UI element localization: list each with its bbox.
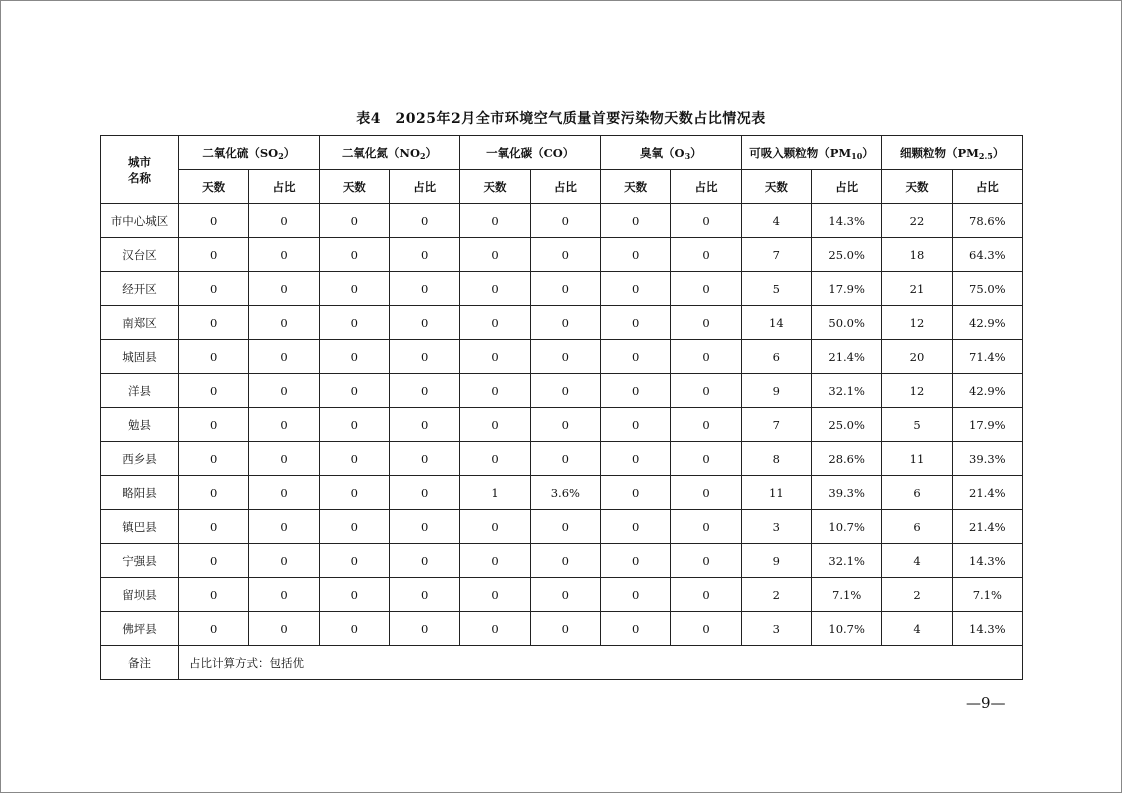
days-cell: 0 bbox=[319, 544, 389, 578]
days-cell: 22 bbox=[882, 204, 952, 238]
ratio-cell: 14.3% bbox=[952, 544, 1022, 578]
city-name-header bbox=[101, 136, 179, 204]
days-cell: 2 bbox=[882, 578, 952, 612]
ratio-cell: 0 bbox=[530, 544, 600, 578]
remark-row bbox=[101, 646, 1023, 680]
ratio-cell: 0 bbox=[249, 408, 319, 442]
days-cell: 3 bbox=[741, 510, 811, 544]
ratio-cell: 14.3% bbox=[812, 204, 882, 238]
days-cell: 0 bbox=[601, 544, 671, 578]
page-number: —9— bbox=[966, 694, 1006, 712]
days-cell: 0 bbox=[460, 306, 530, 340]
ratio-cell: 10.7% bbox=[812, 612, 882, 646]
table-row bbox=[101, 612, 1023, 646]
days-cell: 0 bbox=[460, 204, 530, 238]
days-cell: 4 bbox=[882, 612, 952, 646]
ratio-cell: 17.9% bbox=[952, 408, 1022, 442]
pollutant-days-table bbox=[100, 135, 1023, 680]
pollutant-header: 二氧化氮$(NO_2)$ bbox=[319, 136, 460, 170]
days-cell: 0 bbox=[179, 510, 249, 544]
ratio-header: 占比 bbox=[671, 170, 741, 204]
ratio-cell: 78.6% bbox=[952, 204, 1022, 238]
days-cell: 0 bbox=[319, 442, 389, 476]
ratio-cell: 0 bbox=[671, 272, 741, 306]
ratio-cell: 71.4% bbox=[952, 340, 1022, 374]
ratio-cell: 75.0% bbox=[952, 272, 1022, 306]
ratio-cell: 3.6% bbox=[530, 476, 600, 510]
table-row bbox=[101, 510, 1023, 544]
ratio-cell: 0 bbox=[249, 238, 319, 272]
ratio-cell: 0 bbox=[389, 306, 459, 340]
days-cell: 6 bbox=[882, 510, 952, 544]
ratio-cell: 0 bbox=[530, 272, 600, 306]
days-cell: 0 bbox=[601, 442, 671, 476]
days-cell: 21 bbox=[882, 272, 952, 306]
days-cell: 0 bbox=[179, 204, 249, 238]
city-cell: 城固县 bbox=[101, 340, 179, 374]
ratio-header: 占比 bbox=[952, 170, 1022, 204]
days-cell: 9 bbox=[741, 544, 811, 578]
days-cell: 18 bbox=[882, 238, 952, 272]
ratio-cell: 0 bbox=[389, 442, 459, 476]
city-cell: 镇巴县 bbox=[101, 510, 179, 544]
days-cell: 0 bbox=[460, 408, 530, 442]
days-cell: 0 bbox=[319, 476, 389, 510]
ratio-cell: 0 bbox=[389, 612, 459, 646]
days-cell: 11 bbox=[882, 442, 952, 476]
ratio-cell: 14.3% bbox=[952, 612, 1022, 646]
days-cell: 14 bbox=[741, 306, 811, 340]
ratio-cell: 0 bbox=[249, 442, 319, 476]
days-cell: 5 bbox=[882, 408, 952, 442]
ratio-cell: 0 bbox=[389, 510, 459, 544]
days-cell: 4 bbox=[882, 544, 952, 578]
days-cell: 0 bbox=[460, 272, 530, 306]
ratio-cell: 0 bbox=[249, 544, 319, 578]
days-cell: 0 bbox=[460, 612, 530, 646]
ratio-cell: 0 bbox=[249, 340, 319, 374]
ratio-cell: 0 bbox=[671, 476, 741, 510]
days-cell: 0 bbox=[460, 544, 530, 578]
ratio-cell: 39.3% bbox=[952, 442, 1022, 476]
days-header: 天数 bbox=[741, 170, 811, 204]
table-row bbox=[101, 476, 1023, 510]
ratio-cell: 21.4% bbox=[812, 340, 882, 374]
city-cell: 经开区 bbox=[101, 272, 179, 306]
ratio-cell: 32.1% bbox=[812, 374, 882, 408]
ratio-cell: 42.9% bbox=[952, 374, 1022, 408]
city-cell: 略阳县 bbox=[101, 476, 179, 510]
days-cell: 0 bbox=[319, 612, 389, 646]
ratio-cell: 0 bbox=[530, 340, 600, 374]
ratio-cell: 21.4% bbox=[952, 476, 1022, 510]
ratio-cell: 0 bbox=[249, 204, 319, 238]
days-cell: 0 bbox=[319, 306, 389, 340]
days-cell: 0 bbox=[179, 476, 249, 510]
days-cell: 0 bbox=[179, 612, 249, 646]
days-cell: 1 bbox=[460, 476, 530, 510]
ratio-header: 占比 bbox=[530, 170, 600, 204]
table-row bbox=[101, 442, 1023, 476]
ratio-cell: 0 bbox=[249, 374, 319, 408]
days-cell: 11 bbox=[741, 476, 811, 510]
pollutant-header: 臭氧$(O_3)$ bbox=[601, 136, 742, 170]
ratio-cell: 0 bbox=[671, 374, 741, 408]
city-cell: 洋县 bbox=[101, 374, 179, 408]
ratio-cell: 0 bbox=[249, 272, 319, 306]
ratio-cell: 25.0% bbox=[812, 408, 882, 442]
days-cell: 12 bbox=[882, 374, 952, 408]
ratio-cell: 0 bbox=[249, 510, 319, 544]
city-cell: 勉县 bbox=[101, 408, 179, 442]
ratio-cell: 0 bbox=[530, 612, 600, 646]
city-header-line2: 名称 bbox=[128, 170, 151, 185]
days-cell: 0 bbox=[460, 578, 530, 612]
ratio-cell: 0 bbox=[389, 374, 459, 408]
ratio-cell: 0 bbox=[671, 238, 741, 272]
ratio-cell: 0 bbox=[671, 340, 741, 374]
ratio-cell: 28.6% bbox=[812, 442, 882, 476]
ratio-cell: 0 bbox=[530, 238, 600, 272]
days-cell: 0 bbox=[319, 340, 389, 374]
days-cell: 6 bbox=[741, 340, 811, 374]
days-cell: 0 bbox=[179, 578, 249, 612]
days-cell: 8 bbox=[741, 442, 811, 476]
city-cell: 市中心城区 bbox=[101, 204, 179, 238]
city-cell: 西乡县 bbox=[101, 442, 179, 476]
days-cell: 20 bbox=[882, 340, 952, 374]
remark-text: 占比计算方式：包括优 bbox=[179, 646, 1023, 680]
days-cell: 0 bbox=[460, 374, 530, 408]
ratio-cell: 25.0% bbox=[812, 238, 882, 272]
pollutant-header: 一氧化碳（CO） bbox=[460, 136, 601, 170]
days-cell: 0 bbox=[319, 272, 389, 306]
days-cell: 7 bbox=[741, 238, 811, 272]
days-cell: 0 bbox=[460, 340, 530, 374]
ratio-cell: 32.1% bbox=[812, 544, 882, 578]
days-cell: 0 bbox=[601, 374, 671, 408]
ratio-cell: 0 bbox=[530, 442, 600, 476]
days-cell: 0 bbox=[460, 510, 530, 544]
days-cell: 0 bbox=[179, 544, 249, 578]
ratio-header: 占比 bbox=[812, 170, 882, 204]
ratio-cell: 0 bbox=[530, 408, 600, 442]
city-cell: 佛坪县 bbox=[101, 612, 179, 646]
table-row bbox=[101, 578, 1023, 612]
days-cell: 0 bbox=[601, 204, 671, 238]
days-cell: 7 bbox=[741, 408, 811, 442]
days-header: 天数 bbox=[882, 170, 952, 204]
ratio-cell: 7.1% bbox=[952, 578, 1022, 612]
days-cell: 0 bbox=[179, 374, 249, 408]
days-header: 天数 bbox=[460, 170, 530, 204]
ratio-cell: 10.7% bbox=[812, 510, 882, 544]
ratio-cell: 0 bbox=[249, 306, 319, 340]
days-cell: 0 bbox=[601, 510, 671, 544]
ratio-cell: 0 bbox=[671, 306, 741, 340]
table-row bbox=[101, 272, 1023, 306]
ratio-cell: 0 bbox=[249, 476, 319, 510]
days-cell: 0 bbox=[460, 442, 530, 476]
ratio-cell: 0 bbox=[671, 442, 741, 476]
table-row bbox=[101, 408, 1023, 442]
ratio-cell: 0 bbox=[671, 612, 741, 646]
days-cell: 0 bbox=[601, 578, 671, 612]
days-cell: 3 bbox=[741, 612, 811, 646]
days-cell: 4 bbox=[741, 204, 811, 238]
table-row bbox=[101, 340, 1023, 374]
days-cell: 0 bbox=[601, 340, 671, 374]
days-cell: 0 bbox=[601, 272, 671, 306]
ratio-cell: 0 bbox=[389, 408, 459, 442]
ratio-header: 占比 bbox=[249, 170, 319, 204]
days-header: 天数 bbox=[179, 170, 249, 204]
ratio-cell: 0 bbox=[389, 340, 459, 374]
ratio-cell: 0 bbox=[671, 204, 741, 238]
ratio-cell: 0 bbox=[671, 510, 741, 544]
days-cell: 0 bbox=[601, 306, 671, 340]
ratio-cell: 0 bbox=[389, 238, 459, 272]
table-row bbox=[101, 238, 1023, 272]
ratio-cell: 0 bbox=[530, 374, 600, 408]
ratio-cell: 0 bbox=[671, 544, 741, 578]
city-cell: 宁强县 bbox=[101, 544, 179, 578]
ratio-cell: 0 bbox=[530, 204, 600, 238]
days-cell: 0 bbox=[460, 238, 530, 272]
ratio-cell: 0 bbox=[389, 204, 459, 238]
table-title: 表4 2025年2月全市环境空气质量首要污染物天数占比情况表 bbox=[356, 111, 766, 127]
city-cell: 汉台区 bbox=[101, 238, 179, 272]
ratio-cell: 42.9% bbox=[952, 306, 1022, 340]
ratio-cell: 17.9% bbox=[812, 272, 882, 306]
days-cell: 12 bbox=[882, 306, 952, 340]
ratio-cell: 0 bbox=[249, 578, 319, 612]
ratio-cell: 0 bbox=[530, 510, 600, 544]
days-cell: 0 bbox=[319, 510, 389, 544]
ratio-cell: 0 bbox=[671, 578, 741, 612]
ratio-cell: 0 bbox=[389, 578, 459, 612]
days-cell: 0 bbox=[601, 238, 671, 272]
ratio-cell: 0 bbox=[530, 306, 600, 340]
days-header: 天数 bbox=[601, 170, 671, 204]
days-cell: 0 bbox=[319, 374, 389, 408]
table-row bbox=[101, 306, 1023, 340]
days-cell: 0 bbox=[601, 408, 671, 442]
remark-label: 备注 bbox=[101, 646, 179, 680]
ratio-cell: 50.0% bbox=[812, 306, 882, 340]
ratio-cell: 0 bbox=[249, 612, 319, 646]
days-cell: 0 bbox=[179, 442, 249, 476]
ratio-cell: 0 bbox=[530, 578, 600, 612]
ratio-cell: 21.4% bbox=[952, 510, 1022, 544]
ratio-cell: 0 bbox=[389, 272, 459, 306]
days-cell: 0 bbox=[179, 306, 249, 340]
days-cell: 9 bbox=[741, 374, 811, 408]
days-cell: 0 bbox=[601, 476, 671, 510]
city-header-line1: 城市 bbox=[128, 154, 151, 169]
ratio-header: 占比 bbox=[389, 170, 459, 204]
city-cell: 留坝县 bbox=[101, 578, 179, 612]
days-cell: 0 bbox=[179, 272, 249, 306]
ratio-cell: 7.1% bbox=[812, 578, 882, 612]
pollutant-header: 可吸入颗粒物$(PM_{10})$ bbox=[741, 136, 882, 170]
city-cell: 南郑区 bbox=[101, 306, 179, 340]
days-cell: 0 bbox=[179, 408, 249, 442]
ratio-cell: 64.3% bbox=[952, 238, 1022, 272]
days-cell: 5 bbox=[741, 272, 811, 306]
pollutant-header: 细颗粒物$(PM_{2.5})$ bbox=[882, 136, 1023, 170]
table-row bbox=[101, 374, 1023, 408]
days-cell: 0 bbox=[179, 238, 249, 272]
days-cell: 6 bbox=[882, 476, 952, 510]
days-cell: 0 bbox=[319, 204, 389, 238]
days-cell: 0 bbox=[179, 340, 249, 374]
ratio-cell: 0 bbox=[389, 544, 459, 578]
table-row bbox=[101, 544, 1023, 578]
days-cell: 0 bbox=[319, 578, 389, 612]
days-cell: 0 bbox=[601, 612, 671, 646]
days-cell: 0 bbox=[319, 408, 389, 442]
pollutant-header: 二氧化硫$(SO_2)$ bbox=[179, 136, 320, 170]
ratio-cell: 39.3% bbox=[812, 476, 882, 510]
days-cell: 0 bbox=[319, 238, 389, 272]
days-header: 天数 bbox=[319, 170, 389, 204]
days-cell: 2 bbox=[741, 578, 811, 612]
ratio-cell: 0 bbox=[671, 408, 741, 442]
ratio-cell: 0 bbox=[389, 476, 459, 510]
table-row bbox=[101, 204, 1023, 238]
